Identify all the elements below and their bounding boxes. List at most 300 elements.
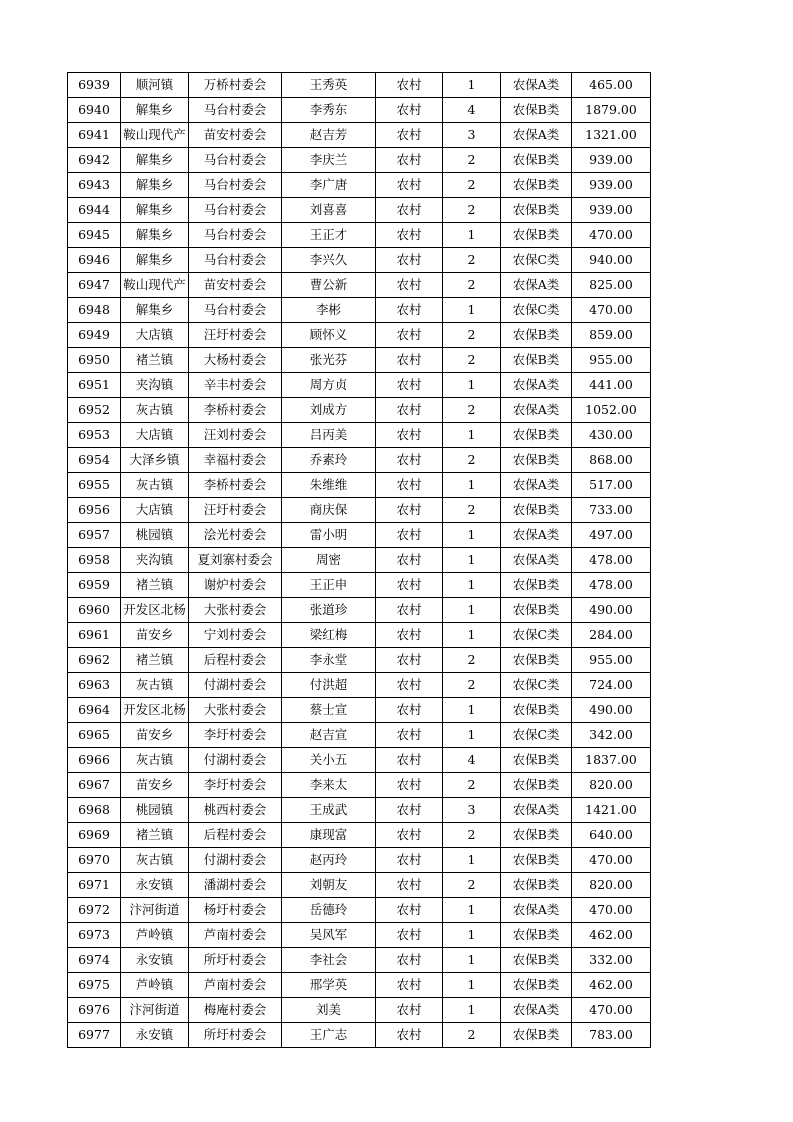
insurance-category-cell: 农保A类 (501, 548, 572, 573)
table-row (68, 623, 651, 648)
table-row (68, 823, 651, 848)
table-row (68, 473, 651, 498)
village-cell: 李圩村委会 (189, 773, 282, 798)
insurance-category-cell: 农保B类 (501, 323, 572, 348)
household-type-cell: 农村 (376, 448, 443, 473)
insurance-category-cell: 农保B类 (501, 348, 572, 373)
household-type-cell: 农村 (376, 473, 443, 498)
household-type-cell: 农村 (376, 873, 443, 898)
amount-cell: 939.00 (572, 198, 651, 223)
village-cell: 万桥村委会 (189, 73, 282, 98)
village-cell: 马台村委会 (189, 148, 282, 173)
table-row (68, 423, 651, 448)
amount-cell: 783.00 (572, 1023, 651, 1048)
village-cell: 马台村委会 (189, 248, 282, 273)
name-cell: 张光芬 (282, 348, 376, 373)
person-count-cell: 2 (443, 498, 501, 523)
person-count-cell: 2 (443, 398, 501, 423)
household-type-cell: 农村 (376, 98, 443, 123)
name-cell: 李永堂 (282, 648, 376, 673)
household-type-cell: 农村 (376, 948, 443, 973)
person-count-cell: 1 (443, 423, 501, 448)
insurance-category-cell: 农保B类 (501, 448, 572, 473)
name-cell: 赵吉宣 (282, 723, 376, 748)
village-cell: 夏刘寨村委会 (189, 548, 282, 573)
household-type-cell: 农村 (376, 373, 443, 398)
household-type-cell: 农村 (376, 323, 443, 348)
name-cell: 李社会 (282, 948, 376, 973)
town-cell: 灰古镇 (121, 673, 189, 698)
household-type-cell: 农村 (376, 298, 443, 323)
amount-cell: 478.00 (572, 548, 651, 573)
row-id-cell: 6944 (68, 198, 121, 223)
household-type-cell: 农村 (376, 1023, 443, 1048)
person-count-cell: 2 (443, 273, 501, 298)
person-count-cell: 2 (443, 1023, 501, 1048)
amount-cell: 470.00 (572, 898, 651, 923)
town-cell: 桃园镇 (121, 523, 189, 548)
amount-cell: 939.00 (572, 173, 651, 198)
person-count-cell: 1 (443, 698, 501, 723)
row-id-cell: 6956 (68, 498, 121, 523)
insurance-category-cell: 农保B类 (501, 923, 572, 948)
insurance-category-cell: 农保B类 (501, 598, 572, 623)
name-cell: 岳德玲 (282, 898, 376, 923)
person-count-cell: 2 (443, 773, 501, 798)
insurance-category-cell: 农保A类 (501, 398, 572, 423)
table-row (68, 773, 651, 798)
village-cell: 汪圩村委会 (189, 498, 282, 523)
name-cell: 王正申 (282, 573, 376, 598)
household-type-cell: 农村 (376, 173, 443, 198)
person-count-cell: 2 (443, 448, 501, 473)
village-cell: 大杨村委会 (189, 348, 282, 373)
household-type-cell: 农村 (376, 148, 443, 173)
insurance-category-cell: 农保A类 (501, 373, 572, 398)
insurance-category-cell: 农保A类 (501, 798, 572, 823)
insurance-category-cell: 农保B类 (501, 198, 572, 223)
table-row (68, 648, 651, 673)
table-row (68, 998, 651, 1023)
table-row (68, 948, 651, 973)
person-count-cell: 1 (443, 523, 501, 548)
village-cell: 所圩村委会 (189, 948, 282, 973)
insurance-category-cell: 农保B类 (501, 973, 572, 998)
table-row (68, 548, 651, 573)
town-cell: 大店镇 (121, 423, 189, 448)
person-count-cell: 2 (443, 148, 501, 173)
table-row (68, 248, 651, 273)
village-cell: 汪刘村委会 (189, 423, 282, 448)
insurance-category-cell: 农保B类 (501, 823, 572, 848)
town-cell: 桃园镇 (121, 798, 189, 823)
person-count-cell: 1 (443, 898, 501, 923)
insurance-category-cell: 农保B类 (501, 748, 572, 773)
table-row (68, 923, 651, 948)
village-cell: 谢炉村委会 (189, 573, 282, 598)
name-cell: 关小五 (282, 748, 376, 773)
village-cell: 梅庵村委会 (189, 998, 282, 1023)
village-cell: 潘湖村委会 (189, 873, 282, 898)
table-row (68, 973, 651, 998)
household-type-cell: 农村 (376, 673, 443, 698)
town-cell: 褚兰镇 (121, 348, 189, 373)
person-count-cell: 1 (443, 73, 501, 98)
town-cell: 解集乡 (121, 223, 189, 248)
town-cell: 褚兰镇 (121, 823, 189, 848)
town-cell: 永安镇 (121, 948, 189, 973)
amount-cell: 868.00 (572, 448, 651, 473)
row-id-cell: 6940 (68, 98, 121, 123)
amount-cell: 332.00 (572, 948, 651, 973)
row-id-cell: 6959 (68, 573, 121, 598)
row-id-cell: 6976 (68, 998, 121, 1023)
amount-cell: 462.00 (572, 973, 651, 998)
amount-cell: 1052.00 (572, 398, 651, 423)
insurance-category-cell: 农保C类 (501, 248, 572, 273)
table-row (68, 123, 651, 148)
amount-cell: 284.00 (572, 623, 651, 648)
person-count-cell: 2 (443, 323, 501, 348)
records-table-body (68, 73, 651, 1048)
insurance-category-cell: 农保C类 (501, 623, 572, 648)
name-cell: 付洪超 (282, 673, 376, 698)
row-id-cell: 6965 (68, 723, 121, 748)
village-cell: 李圩村委会 (189, 723, 282, 748)
village-cell: 付湖村委会 (189, 848, 282, 873)
household-type-cell: 农村 (376, 698, 443, 723)
town-cell: 大泽乡镇 (121, 448, 189, 473)
name-cell: 李彬 (282, 298, 376, 323)
amount-cell: 1421.00 (572, 798, 651, 823)
town-cell: 永安镇 (121, 1023, 189, 1048)
table-row (68, 348, 651, 373)
row-id-cell: 6973 (68, 923, 121, 948)
name-cell: 吕丙美 (282, 423, 376, 448)
amount-cell: 955.00 (572, 348, 651, 373)
table-row (68, 523, 651, 548)
person-count-cell: 2 (443, 823, 501, 848)
records-table (67, 72, 651, 1048)
row-id-cell: 6949 (68, 323, 121, 348)
town-cell: 芦岭镇 (121, 923, 189, 948)
row-id-cell: 6958 (68, 548, 121, 573)
amount-cell: 470.00 (572, 998, 651, 1023)
row-id-cell: 6951 (68, 373, 121, 398)
name-cell: 商庆保 (282, 498, 376, 523)
town-cell: 褚兰镇 (121, 648, 189, 673)
person-count-cell: 2 (443, 198, 501, 223)
town-cell: 解集乡 (121, 98, 189, 123)
amount-cell: 820.00 (572, 773, 651, 798)
insurance-category-cell: 农保B类 (501, 173, 572, 198)
village-cell: 杨圩村委会 (189, 898, 282, 923)
name-cell: 刘朝友 (282, 873, 376, 898)
person-count-cell: 1 (443, 373, 501, 398)
village-cell: 所圩村委会 (189, 1023, 282, 1048)
village-cell: 芦南村委会 (189, 923, 282, 948)
town-cell: 灰古镇 (121, 398, 189, 423)
table-row (68, 273, 651, 298)
table-row (68, 323, 651, 348)
row-id-cell: 6942 (68, 148, 121, 173)
insurance-category-cell: 农保B类 (501, 873, 572, 898)
household-type-cell: 农村 (376, 848, 443, 873)
table-row (68, 173, 651, 198)
household-type-cell: 农村 (376, 223, 443, 248)
row-id-cell: 6945 (68, 223, 121, 248)
town-cell: 苗安乡 (121, 773, 189, 798)
person-count-cell: 1 (443, 923, 501, 948)
person-count-cell: 4 (443, 98, 501, 123)
person-count-cell: 2 (443, 248, 501, 273)
row-id-cell: 6957 (68, 523, 121, 548)
town-cell: 灰古镇 (121, 848, 189, 873)
person-count-cell: 3 (443, 798, 501, 823)
village-cell: 大张村委会 (189, 598, 282, 623)
name-cell: 李来太 (282, 773, 376, 798)
name-cell: 李秀东 (282, 98, 376, 123)
village-cell: 马台村委会 (189, 198, 282, 223)
household-type-cell: 农村 (376, 573, 443, 598)
row-id-cell: 6955 (68, 473, 121, 498)
name-cell: 王正才 (282, 223, 376, 248)
village-cell: 宁刘村委会 (189, 623, 282, 648)
row-id-cell: 6961 (68, 623, 121, 648)
table-row (68, 798, 651, 823)
town-cell: 大店镇 (121, 498, 189, 523)
household-type-cell: 农村 (376, 398, 443, 423)
table-row (68, 673, 651, 698)
person-count-cell: 1 (443, 598, 501, 623)
town-cell: 鞍山现代产 (121, 123, 189, 148)
insurance-category-cell: 农保B类 (501, 573, 572, 598)
insurance-category-cell: 农保C类 (501, 723, 572, 748)
village-cell: 李桥村委会 (189, 473, 282, 498)
name-cell: 王秀英 (282, 73, 376, 98)
insurance-category-cell: 农保A类 (501, 73, 572, 98)
town-cell: 夹沟镇 (121, 373, 189, 398)
insurance-category-cell: 农保A类 (501, 473, 572, 498)
row-id-cell: 6977 (68, 1023, 121, 1048)
row-id-cell: 6963 (68, 673, 121, 698)
amount-cell: 1321.00 (572, 123, 651, 148)
amount-cell: 825.00 (572, 273, 651, 298)
table-row (68, 1023, 651, 1048)
table-row (68, 873, 651, 898)
amount-cell: 470.00 (572, 298, 651, 323)
name-cell: 蔡士宣 (282, 698, 376, 723)
row-id-cell: 6948 (68, 298, 121, 323)
name-cell: 邢学英 (282, 973, 376, 998)
table-row (68, 573, 651, 598)
town-cell: 苗安乡 (121, 723, 189, 748)
amount-cell: 441.00 (572, 373, 651, 398)
row-id-cell: 6974 (68, 948, 121, 973)
person-count-cell: 2 (443, 173, 501, 198)
amount-cell: 1879.00 (572, 98, 651, 123)
insurance-category-cell: 农保B类 (501, 948, 572, 973)
insurance-category-cell: 农保B类 (501, 848, 572, 873)
table-row (68, 698, 651, 723)
household-type-cell: 农村 (376, 898, 443, 923)
person-count-cell: 1 (443, 548, 501, 573)
village-cell: 付湖村委会 (189, 748, 282, 773)
village-cell: 辛丰村委会 (189, 373, 282, 398)
table-row (68, 98, 651, 123)
town-cell: 开发区北杨 (121, 698, 189, 723)
household-type-cell: 农村 (376, 548, 443, 573)
village-cell: 浍光村委会 (189, 523, 282, 548)
town-cell: 解集乡 (121, 248, 189, 273)
row-id-cell: 6943 (68, 173, 121, 198)
row-id-cell: 6954 (68, 448, 121, 473)
insurance-category-cell: 农保B类 (501, 498, 572, 523)
name-cell: 赵丙玲 (282, 848, 376, 873)
village-cell: 芦南村委会 (189, 973, 282, 998)
person-count-cell: 2 (443, 348, 501, 373)
person-count-cell: 2 (443, 873, 501, 898)
amount-cell: 470.00 (572, 848, 651, 873)
row-id-cell: 6975 (68, 973, 121, 998)
village-cell: 桃西村委会 (189, 798, 282, 823)
town-cell: 解集乡 (121, 198, 189, 223)
name-cell: 李广唐 (282, 173, 376, 198)
person-count-cell: 1 (443, 573, 501, 598)
insurance-category-cell: 农保B类 (501, 98, 572, 123)
household-type-cell: 农村 (376, 648, 443, 673)
table-row (68, 448, 651, 473)
amount-cell: 724.00 (572, 673, 651, 698)
amount-cell: 470.00 (572, 223, 651, 248)
town-cell: 鞍山现代产 (121, 273, 189, 298)
amount-cell: 465.00 (572, 73, 651, 98)
row-id-cell: 6952 (68, 398, 121, 423)
row-id-cell: 6972 (68, 898, 121, 923)
table-row (68, 898, 651, 923)
row-id-cell: 6960 (68, 598, 121, 623)
insurance-category-cell: 农保B类 (501, 773, 572, 798)
name-cell: 刘喜喜 (282, 198, 376, 223)
person-count-cell: 1 (443, 223, 501, 248)
amount-cell: 430.00 (572, 423, 651, 448)
person-count-cell: 2 (443, 648, 501, 673)
person-count-cell: 1 (443, 298, 501, 323)
amount-cell: 1837.00 (572, 748, 651, 773)
table-row (68, 598, 651, 623)
person-count-cell: 1 (443, 623, 501, 648)
household-type-cell: 农村 (376, 973, 443, 998)
household-type-cell: 农村 (376, 798, 443, 823)
name-cell: 李兴久 (282, 248, 376, 273)
village-cell: 汪圩村委会 (189, 323, 282, 348)
row-id-cell: 6946 (68, 248, 121, 273)
town-cell: 灰古镇 (121, 748, 189, 773)
amount-cell: 733.00 (572, 498, 651, 523)
amount-cell: 820.00 (572, 873, 651, 898)
village-cell: 马台村委会 (189, 298, 282, 323)
person-count-cell: 4 (443, 748, 501, 773)
row-id-cell: 6968 (68, 798, 121, 823)
row-id-cell: 6953 (68, 423, 121, 448)
person-count-cell: 1 (443, 473, 501, 498)
amount-cell: 955.00 (572, 648, 651, 673)
insurance-category-cell: 农保B类 (501, 648, 572, 673)
row-id-cell: 6967 (68, 773, 121, 798)
name-cell: 雷小明 (282, 523, 376, 548)
village-cell: 李桥村委会 (189, 398, 282, 423)
household-type-cell: 农村 (376, 823, 443, 848)
household-type-cell: 农村 (376, 723, 443, 748)
name-cell: 朱维维 (282, 473, 376, 498)
person-count-cell: 1 (443, 723, 501, 748)
household-type-cell: 农村 (376, 498, 443, 523)
amount-cell: 490.00 (572, 698, 651, 723)
insurance-category-cell: 农保B类 (501, 148, 572, 173)
row-id-cell: 6966 (68, 748, 121, 773)
town-cell: 顺河镇 (121, 73, 189, 98)
insurance-category-cell: 农保C类 (501, 298, 572, 323)
row-id-cell: 6969 (68, 823, 121, 848)
row-id-cell: 6971 (68, 873, 121, 898)
name-cell: 刘美 (282, 998, 376, 1023)
table-row (68, 748, 651, 773)
town-cell: 灰古镇 (121, 473, 189, 498)
household-type-cell: 农村 (376, 998, 443, 1023)
name-cell: 王成武 (282, 798, 376, 823)
town-cell: 汴河街道 (121, 998, 189, 1023)
household-type-cell: 农村 (376, 623, 443, 648)
village-cell: 马台村委会 (189, 173, 282, 198)
table-row (68, 398, 651, 423)
town-cell: 解集乡 (121, 298, 189, 323)
insurance-category-cell: 农保A类 (501, 523, 572, 548)
row-id-cell: 6941 (68, 123, 121, 148)
town-cell: 苗安乡 (121, 623, 189, 648)
amount-cell: 462.00 (572, 923, 651, 948)
household-type-cell: 农村 (376, 773, 443, 798)
amount-cell: 342.00 (572, 723, 651, 748)
household-type-cell: 农村 (376, 248, 443, 273)
household-type-cell: 农村 (376, 123, 443, 148)
household-type-cell: 农村 (376, 423, 443, 448)
town-cell: 解集乡 (121, 173, 189, 198)
amount-cell: 859.00 (572, 323, 651, 348)
amount-cell: 490.00 (572, 598, 651, 623)
table-row (68, 298, 651, 323)
village-cell: 付湖村委会 (189, 673, 282, 698)
village-cell: 马台村委会 (189, 98, 282, 123)
table-row (68, 73, 651, 98)
person-count-cell: 1 (443, 998, 501, 1023)
village-cell: 大张村委会 (189, 698, 282, 723)
town-cell: 开发区北杨 (121, 598, 189, 623)
table-row (68, 373, 651, 398)
household-type-cell: 农村 (376, 748, 443, 773)
town-cell: 汴河街道 (121, 898, 189, 923)
insurance-category-cell: 农保B类 (501, 698, 572, 723)
name-cell: 乔素玲 (282, 448, 376, 473)
table-row (68, 848, 651, 873)
household-type-cell: 农村 (376, 598, 443, 623)
insurance-category-cell: 农保B类 (501, 223, 572, 248)
row-id-cell: 6962 (68, 648, 121, 673)
person-count-cell: 2 (443, 673, 501, 698)
table-row (68, 148, 651, 173)
amount-cell: 939.00 (572, 148, 651, 173)
household-type-cell: 农村 (376, 348, 443, 373)
row-id-cell: 6947 (68, 273, 121, 298)
